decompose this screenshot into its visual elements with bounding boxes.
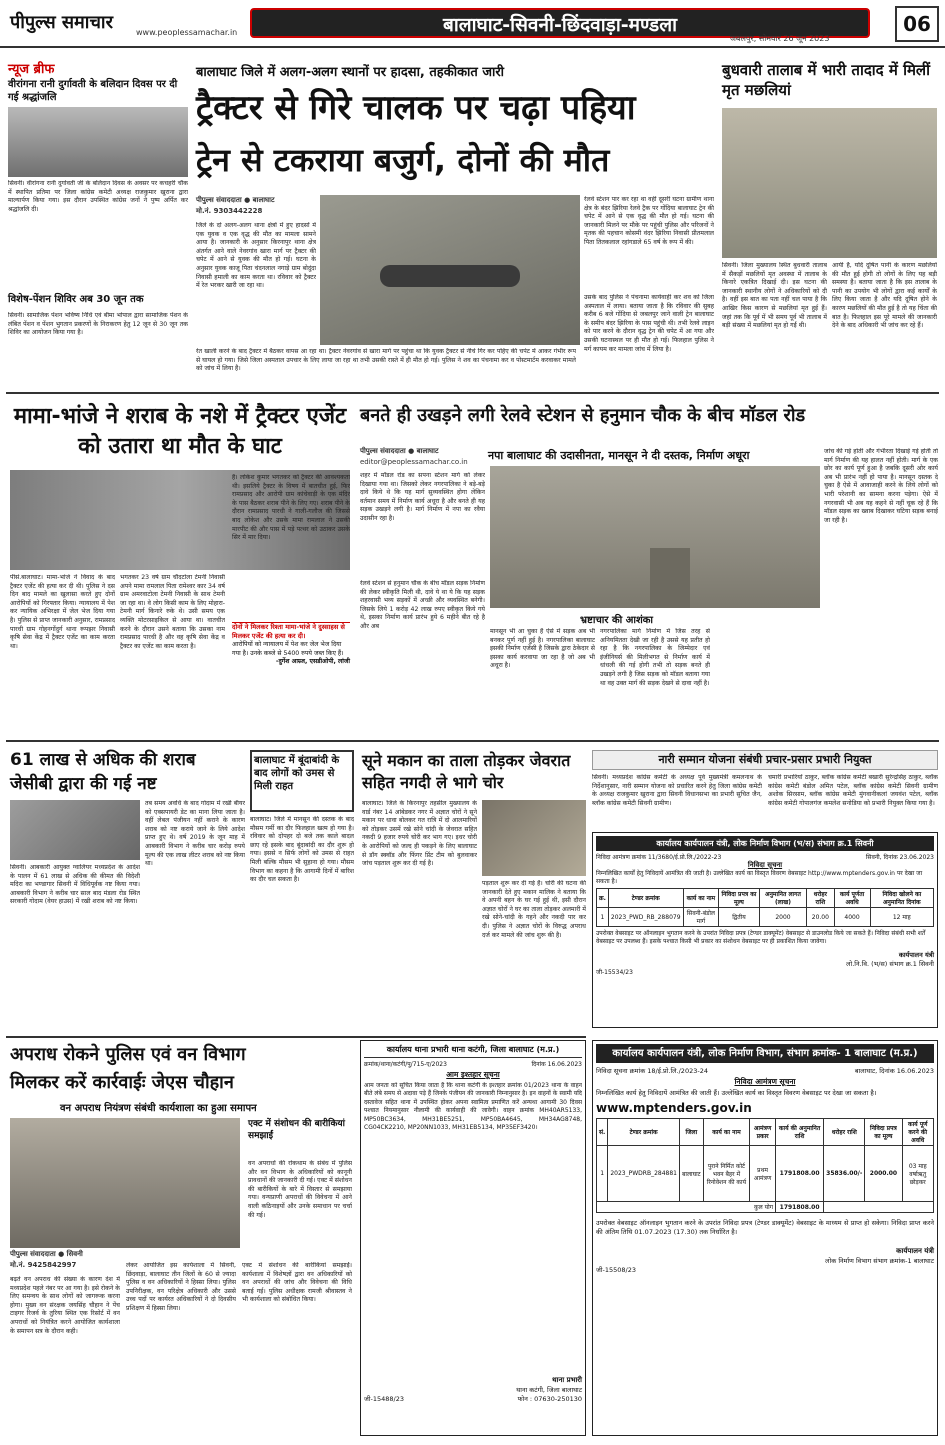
divider xyxy=(6,392,939,394)
ad-balaghat-th: जिला xyxy=(679,1119,703,1146)
table-cell: 35836.00/- xyxy=(824,1146,865,1202)
accident-victim-figure xyxy=(380,265,520,287)
ad-seoni-th: निविदा खोलने का अनुमानित दिनांक xyxy=(870,889,933,908)
ad-balaghat-th: सं. xyxy=(597,1119,608,1146)
ad-seoni-title: कार्यालय कार्यपालन यंत्री, लोक निर्माण विभाग (भ/स) संभाग क्र.1 सिवनी xyxy=(596,836,934,851)
ad-seoni-th: धरोहर राशि xyxy=(807,889,834,908)
ad-balaghat-footer: उपरोक्त वेबसाइट ऑनलाइन भुगतान करने के उपरांत निविदा प्रपत्र (टेण्डर डाक्यूमेंट) वेबसाइट के माध्यम से प्राप्त हो सकेगा। निविदा प्राप्त करने की अंतिम तिथि 01.07.2023 (17.30) तक निर्धारित है। xyxy=(596,1219,934,1236)
website-url: www.peoplessamachar.in xyxy=(136,28,238,37)
news-brief-label: न्यूज ब्रीफ xyxy=(8,58,188,80)
ad-seoni-th: टेण्डर क्रमांक xyxy=(608,889,683,908)
ad-police-code: जी-15488/23 xyxy=(364,1395,404,1403)
ad-seoni-header-row xyxy=(597,889,934,908)
tractor-body-b: भगतकर 23 वर्ष ग्राम चौदटोला टेमनी निवासी अपने मामा रामलाल पिता रामेश्वर कार 34 वर्ष ग्राम अमरवाटोला टेमनी निवासी के साथ टेमनी जा रहा था। वे लोग किसी काम के लिए मोहारा-टेमनी मार्ग किनारे रुके थे। उसी समय एक व्यक्ति मोटरसाइकिल से आया था। वातचीत करने के दौरान उसने बताया कि उसका नाम रामप्रसाद पारधी है और वह कृषि सेवा केंद्र व ट्रैक्टर का एजेंट का काम करता है। xyxy=(120,574,225,650)
ad-balaghat-notice: निविदा आमंत्रण सूचना xyxy=(734,1077,796,1086)
ad-balaghat-table xyxy=(596,1118,934,1213)
table-cell: 12 माह xyxy=(870,908,933,927)
weather-body: बालाघाट। जिले में मानसून की दस्तक के बाद मौसम गर्मी का दौर फिलहाल खत्म हो गया है। रविवार को दोपहर दो बजे तक काले बादल छाए रहे इसके बाद बूंदाबांदी का दौर शुरू हो गया। इससे न सिर्फ लोगों को उमस से राहत मिली बल्कि मौसम भी सुहाना हो गया। मौसम विभाग का कहना है कि आगामी दिनों में बारिश का दौर चल सकता है। xyxy=(250,816,354,884)
brief1-photo xyxy=(8,107,188,177)
ad-balaghat-th: टेण्डर क्रमांक xyxy=(608,1119,680,1146)
lead-body-b: रेत खाली करने के बाद ट्रैक्टर में बैठकर वापस आ रहा था। ट्रैक्टर नेवरगांव से खारा मार्ग पर पहुंचा था कि युवक ट्रैक्टर से नीचे गिर कर पहिए की चपेट में आकर गंभीर रूप से घायल हो गया। जिसे जिला अस्पताल उपचार के लिए लाया जा रहा था तभी उसकी रास्ते में ही मौत हो गई। पुलिस ने शव का पंचनामा कर व पोस्टमार्टम करवाकर मामले को जांच में लिया है। xyxy=(196,348,576,373)
tractor-quote-box xyxy=(232,622,350,734)
ad-balaghat-code: जी-15508/23 xyxy=(596,1266,636,1274)
rail-body-d: नगरपालिका मार्ग निर्माण में जिस तरह से अनियमितता देखी जा रही है उससे यह प्रतीत हो रहा है कि नगरपालिका के जिम्मेदार एवं इंजीनियर्स की मिलीभगत से निर्माण कार्य में धांधली की गई होगी तभी तो सड़क बनते ही उखड़ने लगी है जिस सड़क को मॉडल बताया गया था वह उक्त मार्ग की सड़क देखने से दावा नहीं है। xyxy=(600,628,710,687)
ad-seoni-notice: निविदा सूचना xyxy=(747,861,783,869)
table-cell: प्रथम आमंत्रण xyxy=(750,1146,776,1202)
rail-byline: पीपुल्स संवाददाता ● बालाघाट xyxy=(360,447,439,455)
lead-kicker: बालाघाट जिले में अलग-अलग स्थानों पर हादसा, तहकीकात जारी xyxy=(196,65,505,80)
ad-pwd-balaghat xyxy=(592,1040,938,1436)
ad-seoni-code: जी-15534/23 xyxy=(596,969,633,976)
forest-title-1: अपराध रोकने पुलिस एवं वन विभाग xyxy=(10,1044,246,1065)
lead-photo xyxy=(320,195,580,345)
page-number: 06 xyxy=(895,6,939,42)
rail-title: बनते ही उखड़ने लगी रेलवे स्टेशन से हनुमान चौक के बीच मॉडल रोड xyxy=(360,405,806,426)
dateline: जबलपुर, सोमवार 26 जून 2023 xyxy=(730,34,830,43)
liquor-body-a: सिवनी। आबकारी आयुक्त ग्वालियर मध्यप्रदेश के आदेश के पालन में 61 लाख से अधिक की कीमत की विदेशी मदिरा का भण्डागार सिवनी में विधिपूर्वक नष्ट किया गया। आबकारी विभाग ने करीब चार साल बाद मंडला रोड स्थित सरकारी गोदाम (वेयर हाउस) में रखी शराब को नष्ट किया। xyxy=(10,864,140,906)
burglary-title: सूने मकान का ताला तोड़कर जेवरात सहित नगदी ले भागे चोर xyxy=(362,751,571,792)
weather-title: बालाघाट में बूंदाबांदी के बाद लोगों को उमस से मिली राहत xyxy=(254,755,340,792)
table-cell: 2023_PWD_RB_288079 xyxy=(608,908,683,927)
burglary-photo xyxy=(482,800,586,876)
tractor-quote-title: दोनों ने मिलकर रिश्ता मामा-भांजे ने दुस्साहस से मिलकर एजेंट की हत्या कर दी। xyxy=(232,623,345,640)
table-cell: 2000 xyxy=(759,908,807,927)
forest-sidebar-body: वन अपराधों की रोकथाम के संबंध में पुलिस और वन विभाग के अधिकारियों को कानूनी प्रावधानों की जानकारी दी गई। एक्ट में संशोधन की बारीकियों के बारे में विस्तार से समझाया गया। वन्यप्राणी अपराधों की विवेचना में आने वाली कठिनाइयों और उनके समाधान पर चर्चा की गई। xyxy=(248,1160,352,1219)
table-row xyxy=(597,1146,934,1202)
table-cell: 1791808.00 xyxy=(776,1146,824,1202)
ad-police xyxy=(360,1040,586,1436)
forest-body-a: बढ़ते वन अपराध की संख्या के कारण देश में मध्यप्रदेश पहले नंबर पर आ गया है। इसे रोकने के लिए समन्वय के साथ लोगों को जागरूक करना होगा। मुख्य वन संरक्षक जयसिंह चौहान ने पेंच टाइगर रिजर्व के तुरिया स्थित एक रिसोर्ट में वन अपराधों को नियंत्रित करने आयोजित कार्यशाला के समापन सत्र के दौरान कही। xyxy=(10,1276,120,1335)
liquor-body-b: तब समय अवधि के बाद गोदाम में रखी बीयर को एक्सपायरी डेट का माना लिया जाता है। वहीं लेबल पंजीयन नहीं कराने के कारण शराब को नष्ट कराये जाने के लिये आदेश प्राप्त हुए थे। वर्ष 2019 के जून माह में आबकारी विभाग ने करीब चार करोड़ रुपये मूल्य की एक लाख लीटर शराब को नष्ट किया था। xyxy=(145,800,245,868)
table-cell: 1 xyxy=(597,908,609,927)
fish-body-a: सिवनी। जिला मुख्यालय स्थित बुधवारी तालाब में सैकड़ों मछलियों मृत अवस्था में तालाब के किनारे एकत्रित दिखाई दी। इस घटना की जानकारी स्थानीय लोगों ने अधिकारियों को दी है। वहीं इस बात का पता नहीं चल पाया है कि आखिर किस कारण से मछलियां मृत हुई हैं। जहां तक कि पूर्व में भी समय पूर्व भी तालाब में बड़ी संख्या में मछलियां मृत हो गईं थी। xyxy=(722,262,827,330)
ad-pwd-seoni xyxy=(592,832,938,1028)
table-cell: 2000.00 xyxy=(865,1146,902,1202)
ad-balaghat-title: कार्यालय कार्यपालन यंत्री, लोक निर्माण विभाग, संभाग क्रमांक- 1 बालाघाट (म.प्र.) xyxy=(596,1044,934,1063)
divider xyxy=(6,740,939,742)
table-cell: 1 xyxy=(597,1146,608,1202)
liquor-title: 61 लाख से अधिक की शराब जेसीबी द्वारा की गई नष्ट xyxy=(10,750,196,794)
forest-title-2: मिलकर करें कार्रवाईः जेएस चौहान xyxy=(10,1072,234,1093)
ad-police-signature-2: थाना कटंगी, जिला बालाघाट xyxy=(516,1386,582,1394)
ad-balaghat-website: www.mptenders.gov.in xyxy=(596,1101,752,1115)
burglary-body-a: बालाघाट। जिले के किरनापुर तहसील मुख्यालय के वार्ड नंबर 14 आंबेडकर नगर में अज्ञात चोरों ने सूने मकान पर धावा बोलकर गत रात्रि में दो आलमारियों को तोड़कर उसमें रखे सोने चांदी के जेवरात सहित नकदी 9 हजार रुपये चोरी कर भाग गए। इधर चोरी के आरोपियों को जल्द ही पकड़ने के लिए बालाघाट से डॉग स्क्वॉड और फिंगर प्रिंट टीम को बुलवाकर जांच पड़ताल शुरू कर दी गई है। xyxy=(362,800,477,868)
burglary-body-b: पड़ताल शुरू कर दी गई है। चोरी की घटना की जानकारी देते हुए मकान मालिक ने बताया कि वे अपनी बहन के घर गई हुई थी, इसी दौरान अज्ञात चोरों ने घर का ताला तोड़कर अलमारी में रखे सोने-चांदी के गहने और नकदी पार कर दी। पुलिस ने अज्ञात चोरों के विरुद्ध अपराध दर्ज कर मामले की जांच शुरू की है। xyxy=(482,880,586,939)
table-cell: पुराने निर्मित कोर्ट भवन बैहर में रिनोवेशन की कार्य xyxy=(703,1146,749,1202)
ad-balaghat-date: बालाघाट, दिनांक 16.06.2023 xyxy=(854,1067,934,1075)
ad-seoni-th: क्र. xyxy=(597,889,609,908)
ad-seoni-signature-2: लो.नि.वि. (भ/स) संभाग क्र.1 सिवनी xyxy=(846,960,934,968)
table-cell: 03 माह वर्षाऋतु छोड़कर xyxy=(902,1146,933,1202)
ad-balaghat-th: आमंत्रण प्रकार xyxy=(750,1119,776,1146)
forest-sidebar-title: एक्ट में संशोधन की बारीकियां समझाईं xyxy=(248,1119,345,1141)
table-cell: 20.00 xyxy=(807,908,834,927)
brief2-body: सिवनी। सामाजिक पेंशन भविष्य निधि एवं बीमा भोपाल द्वारा सामाजिक पेंशन के लंबित पेंशन व पेंशन भुगतान प्रकरणों के निराकरण हेतु 12 जून से 30 जून तक शिविर का आयोजन किया गया है। xyxy=(8,312,188,337)
ad-balaghat-th: कार्य का नाम xyxy=(703,1119,749,1146)
ad-seoni-table xyxy=(596,888,934,927)
ad-balaghat-th: निविदा प्रपत्र का मूल्य xyxy=(865,1119,902,1146)
tractor-quote-body: आरोपियों को न्यायालय में पेश कर जेल भेज दिया गया है। उनके कब्जे से 5400 रुपये जब्त किए हैं। xyxy=(232,641,344,657)
rail-body-e: जांच की गई होती और गंभीरता दिखाई गई होती तो मार्ग निर्माण की यह हालत नहीं होती। मार्ग के एक छोर का कार्य पूर्ण हुआ है जबकि दूसरी ओर कार्य अब भी प्रारंभ नहीं हो पाया है। मानसून दस्तक दे चुका है ऐसे में आवाजाही करने के लिये लोगों को भारी परेशानी का सामना करना पड़ेगा। ऐसे में नगरवासी भी अब यह कहने से नहीं चूक रहे हैं कि मॉडल सड़क का ख्वाब दिखाकर घटिया सड़क बनाई जा रही है। xyxy=(824,448,938,524)
weather-title-box xyxy=(250,750,354,812)
ad-seoni-th: कार्य का नाम xyxy=(683,889,719,908)
lead-mobile: मो.नं. 9303442228 xyxy=(196,207,263,215)
ad-balaghat-th: कार्य पूर्ण करने की अवधि xyxy=(902,1119,933,1146)
rail-email: editor@peoplessamachar.co.in xyxy=(360,458,468,466)
brief1-body: सिवनी। वीरांगना रानी दुर्गावती जी के बलिदान दिवस के अवसर पर कचहरी चौक में स्थापित प्रतिमा पर जिला कांग्रेस कमेटी अध्यक्ष राजकुमार खुराना द्वारा माल्यार्पण किया गया। इस दौरान उपस्थित कांग्रेस जनों ने पुष्प अर्पित कर श्रद्धांजलि दी। xyxy=(8,180,188,213)
lead-title-1: ट्रैक्टर से गिरे चालक पर चढ़ा पहिया xyxy=(196,88,636,128)
ad-seoni-signature: कार्यपालन यंत्री xyxy=(898,951,934,959)
forest-body-b: लेकर आयोजित इस कार्यशाला में सिवनी, छिंदवाड़ा, बालाघाट तीन जिलों के 60 से ज्यादा पुलिस व वन अधिकारियों ने हिस्सा लिया। पुलिस उपनिरीक्षक, वन परिक्षेत्र अधिकारी और उससे उच्च पदों पर कार्यरत अधिकारियों ने दो दिवसीय प्रशिक्षण में हिस्सा लिया। xyxy=(126,1262,236,1312)
lead-body-a: जिले के दो अलग-अलग थाना क्षेत्रों में हुए हादसों में एक युवक व एक वृद्ध की मौत का मामला सामने आया है। जानकारी के अनुसार किरनापुर थाना क्षेत्र अंतर्गत आने वाले नेवरगांव खारा मार्ग पर ट्रैक्टर की चपेट में आने से युवक की मौत हो गई। घटना के अनुसार युवक काजू पिता चंदनलाल नगाड़े ग्राम बोदुंदा निवासी हमाली का काम करता था। रविवार को ट्रैक्टर में रेत भरकर खारी जा रहा था। xyxy=(196,222,316,290)
divider xyxy=(6,1036,586,1038)
forest-mobile: मो.नं. 9425842997 xyxy=(10,1261,77,1269)
fish-title: बुधवारी तालाब में भारी तादाद में मिलीं मृत मछलियां xyxy=(722,61,930,99)
tractor-body-c: है। लोकेश कुमार भगतकर को ट्रैक्टर की आवश्यकता थी। इसलिये ट्रैक्टर के विषय में बातचीत हुई, फिर रामप्रसाद और आरोपी ग्राम कांचेवाड़ी के एक मंदिर के पास बैठकर शराब पीने के लिए गए। शराब पीने के दौरान रामप्रसाद पारधी ने गाली-गलौज की जिससे बाद लोकेश और उसके मामा रामलाल ने उसकी मारपीट की और पास में पड़े पत्थर को उठाकर उसके सिर में मार दिया। xyxy=(232,474,350,542)
ad-seoni-ref: निविदा आमंत्रण क्रमांक 11/3680/ई.प्रो.लि./2022-23 xyxy=(596,854,722,861)
masthead xyxy=(0,0,945,48)
region-title: बालाघाट-सिवनी-छिंदवाड़ा-मण्डला xyxy=(250,8,870,38)
fish-body-b: आयी है, यदि दूषित पानी के कारण मछलियों की मौत हुई होगी तो लोगों के लिए यह बड़ी समस्या है। बताया जाता है कि इस तालाब के पानी का उपयोग भी लोगों द्वारा कई कार्यों के लिए किया जाता है और यदि दूषित होने के कारण मछलियों की मौत हुई है तो यह चिंता की बात है। फिलहाल इस पूरे मामले की जानकारी देने के बाद अधिकारी भी जांच कर रहे हैं। xyxy=(832,262,937,330)
table-cell: 1791808.00 xyxy=(776,1202,824,1213)
tractor-quote-credit: -दुर्गेश आम्र्ज, एसडीओपी, लांजी xyxy=(275,658,350,666)
ad-police-notice: आम इश्तहार सूचना xyxy=(446,1070,500,1079)
ad-police-body: आम जनता को सूचित किया जाता है कि थाना कटंगी के इश्तहार क्रमांक 01/2023 थाना के वाहन बीते लंबे समय से अदावा पड़े हैं जिनके पंजीयन की जानकारी निम्नानुसार है। इन वाहनों के स्वामी यदि दस्तावेज सहित थाना में उपस्थित होकर अपना स्वामित्व प्रमाणित करें अन्यथा आगामी 30 दिवस पश्चात नियमानुसार नीलामी की कार्यवाही की जावेगी। वाहन क्रमांक MH40AR5133, MP50BC3634, MH31BE5251, MP50BA4645, MH34AG8748, CG04CK2210, MP20NN1033, MH31EB5134, MP35EF3420। xyxy=(364,1082,582,1132)
table-total-row xyxy=(597,1202,934,1213)
ad-seoni-th: अनुमानित लागत (लाख) xyxy=(759,889,807,908)
women-scheme-body-a: सिवनी। मध्यप्रदेश कांग्रेस कमेटी के अध्यक्ष पूर्व मुख्यमंत्री कमलनाथ के निर्देशानुसार, नारी सम्मान योजना को प्रचारित करने हेतु जिला कांग्रेस कमेटी के अध्यक्ष राजकुमार खुराना द्वारा सिवनी विधानसभा का प्रभारी सुचित जैन, ब्लॉक कांग्रेस कमेटी सिवनी ग्रामीण। xyxy=(592,774,762,807)
table-cell: 4000 xyxy=(834,908,870,927)
ad-balaghat-header-row xyxy=(597,1119,934,1146)
ad-balaghat-signature: कार्यपालन यंत्री xyxy=(896,1247,934,1255)
women-scheme-title: नारी सम्मान योजना संबंधी प्रचार-प्रसार प्रभारी नियुक्त xyxy=(592,750,938,770)
ad-police-phone: फोन : 07630-250130 xyxy=(517,1395,582,1403)
table-cell: सिवनी-बंडोल मार्ग xyxy=(683,908,719,927)
tractor-body-a: पीसं.बालाघाट। मामा-भांजे ने विवाद के बाद ट्रैक्टर एजेंट की हत्या कर दी थी। पुलिस ने दस दिन बाद मामले का खुलासा करते हुए दोनों आरोपियों को गिरफ्तार किया। न्यायालय में पेश कर न्यायिक अभिरक्षा में जेल भेज दिया गया है। पुलिस से प्राप्त जानकारी अनुसार, रामप्रसाद पारधी ग्राम गोहनगोंदुर्ग थाना रूपझर निवासी कृषि सेवा केंद्र में ट्रैक्टर एजेंट का काम करता था। xyxy=(10,574,115,650)
rail-body-b: रेलवे स्टेशन से हनुमान चौक के बीच मॉडल सड़क निर्माण की लेकर स्वीकृति मिली थी, दावे ये था ये कि यह सड़क शहरवासी भव्य सड़कों में अच्छी और व्यवस्थित बनेगी। जिसके लिये 1 करोड़ 42 लाख रुपए स्वीकृत किये गये थे, इसका निर्माण कार्य प्रारंभ हुये 6 महीने बीत रहे है और अब xyxy=(360,580,485,630)
table-cell xyxy=(824,1202,934,1213)
forest-subtitle: वन अपराध नियंत्रण संबंधी कार्यशाला का हुआ समापन xyxy=(60,1103,257,1114)
tractor-title: मामा-भांजे ने शराब के नशे में ट्रैक्टर एजेंट को उतारा था मौत के घाट xyxy=(13,404,347,459)
ad-balaghat-ref: निविदा सूचना क्रमांक 18/ई.प्रो.लि./2023-24 xyxy=(596,1067,708,1075)
brief2-title: विशेष-पेंशन शिविर अब 30 जून तक xyxy=(8,294,144,305)
lead-body-c: रेलवे स्टेशन पार कर रहा था वहीं दूसरी घटना ग्रामीण थाना क्षेत्र के बंदर झिरिया रेलवे ट्रैक पर गोंदिया बालाघाट ट्रेन की चपेट में आने से एक वृद्ध की मौत हो गई। घटना की जानकारी मिलने पर मौके पर पहुंची पुलिस और परिजनों ने मृतक की पहचान कोसमी वंदर झिरिया निवासी प्रीतमलाल पिता तितकलाल रहांगडाले 65 वर्ष के रूप में की। xyxy=(584,196,714,246)
ad-balaghat-th: कार्य की अनुमानित राशि xyxy=(776,1119,824,1146)
lead-body-d: उसके बाद पुलिस ने पंचनामा कार्यवाही कर शव को जिला अस्पताल में लाया। बताया जाता है कि रविवार की सुबह करीब 6 बजे गोंदिया से जबलपुर जाने वाली ट्रेन बालाघाट के समीप बंदर झिरिया के पास पहुंची थी। तभी रेलवे लाइन को पार करने के दौरान वृद्ध ट्रेन की चपेट में आ गया और उसकी घटनास्थल पर ही मौत हो गई। फिलहाल पुलिस ने मर्ग कायम कर मामला जांच में लिया है। xyxy=(584,294,714,353)
ad-balaghat-th: धरोहर राशि xyxy=(824,1119,865,1146)
lead-byline: पीपुल्स संवाददाता ● बालाघाट xyxy=(196,196,275,204)
rail-road-photo xyxy=(490,466,820,608)
ad-police-title: कार्यालय थाना प्रभारी थाना कटंगी, जिला बालाघाट (म.प्र.) xyxy=(364,1044,582,1058)
ad-seoni-footer: उपरोक्त वेबसाइट पर ऑनलाइन भुगतान करने के उपरांत निविदा प्रपत्र (टेण्डर डाक्यूमेंट) वेबसाइट से डाउनलोड किये जा सकते हैं। निविदा संबंधी सभी शर्तें वेबसाइट पर उपलब्ध हैं। इसके पश्चात किसी भी प्रकार का संशोधन वेबसाइट पर ही प्रकाशित किया जावेगा। xyxy=(596,930,926,945)
ad-seoni-date: सिवनी, दिनांक 23.06.2023 xyxy=(865,854,934,861)
table-cell: 2023_PWDRB_284881 xyxy=(608,1146,680,1202)
forest-byline: पीपुल्स संवाददाता ● सिवनी xyxy=(10,1250,83,1258)
brand-logo: पीपुल्स समाचार xyxy=(10,12,113,33)
brief1-title: वीरांगना रानी दुर्गावती के बलिदान दिवस पर दी गई श्रद्धांजलि xyxy=(8,79,178,103)
ad-seoni-th: कार्य पूर्णता अवधि xyxy=(834,889,870,908)
lead-title-2: ट्रेन से टकराया बजुर्ग, दोनों की मौत xyxy=(196,141,610,179)
ad-police-date: दिनांक 16.06.2023 xyxy=(531,1061,582,1068)
table-cell: कुल योग xyxy=(597,1202,776,1213)
liquor-photo xyxy=(10,800,140,860)
forest-workshop-photo xyxy=(10,1118,240,1248)
forest-body-c: एक्ट में संशोधन की बारीकियां समझाईं। कार्यशाला में विशेषज्ञों द्वारा वन अधिकारियों को वन अपराधों की जांच और विवेचना की विधि बताई गई। पुलिस अधीक्षक रामजी श्रीवास्तव ने भी कार्यशाला को संबोधित किया। xyxy=(242,1262,352,1304)
rail-subtitle: नपा बालाघाट की उदासीनता, मानसून ने दी दस्तक, निर्माण अधूरा xyxy=(488,449,750,462)
ad-seoni-intro: निम्नलिखित कार्यों हेतु निविदायें आमंत्रित की जाती है। उल्लेखित कार्य का विस्तृत विवरण वेबसाइट http://www.mptenders.gov.in पर देखा जा सकता है। xyxy=(596,870,923,885)
rail-photo-caption: भ्रष्टाचार की आशंका xyxy=(580,615,654,626)
ad-balaghat-intro: निम्नलिखित कार्य हेतु निविदायें आमंत्रित की जाती हैं। उल्लेखित कार्य का विस्तृत विवरण वेबसाइट पर देखा जा सकता है। xyxy=(596,1089,877,1097)
ad-police-signature: थाना प्रभारी xyxy=(552,1376,582,1384)
ad-balaghat-signature-2: लोक निर्माण विभाग संभाग क्रमांक-1 बालाघाट xyxy=(825,1257,934,1265)
fish-photo xyxy=(722,108,937,258)
table-cell: द्वितीय xyxy=(719,908,759,927)
table-cell: बालाघाट xyxy=(679,1146,703,1202)
women-scheme-body-b: चमारी प्रभारियों ठाकुर, ब्लॉक कांग्रेस कमेटी बखारी सुरेन्द्रसिंह ठाकुर, ब्लॉक कांग्रेस कमेटी बंडोल अमित पटेल, ब्लॉक कांग्रेस कमेटी सिवनी ग्रामीण अशोक सिरसाम, ब्लॉक कांग्रेस कमेटी मुंगवानीकलां जयवंश पटेल, ब्लॉक कांग्रेस कमेटी गोपालगंज कमलेश सनोडिया को प्रभारी नियुक्त किया गया है। xyxy=(768,774,938,807)
rail-body-c: मानसून भी आ चुका है ऐसे में सड़क अब भी बनकर पूर्ण नहीं हुई है। नगरपालिका बालाघाट इसकी निर्माण एजेंसी है जिसके द्वारा ठेकेदार से इसका कार्य करवाया जा रहा है जो अब भी अधूरा है। xyxy=(490,628,595,670)
table-row xyxy=(597,908,934,927)
ad-seoni-th: निविदा प्रपत्र का मूल्य xyxy=(719,889,759,908)
rail-body-a: शहर में मॉडल रोड का सपना स्टेशन मार्ग को लेकर दिखाया गया था। जिसको लेकर नगरपालिका ने बड़े-बड़े दावे किये थे कि यह मार्ग सुव्यवस्थित होगा लेकिन वर्तमान समय में निर्माण कार्य अधूरा है और बनते ही यह सड़क उखड़ने लगी है। मार्ग निर्माण में नपा का रवैया उदासीन रहा है। xyxy=(360,472,485,522)
ad-police-ref: क्रमांक/थाना/कटंगी/पु/715-ए/2023 xyxy=(364,1061,447,1068)
